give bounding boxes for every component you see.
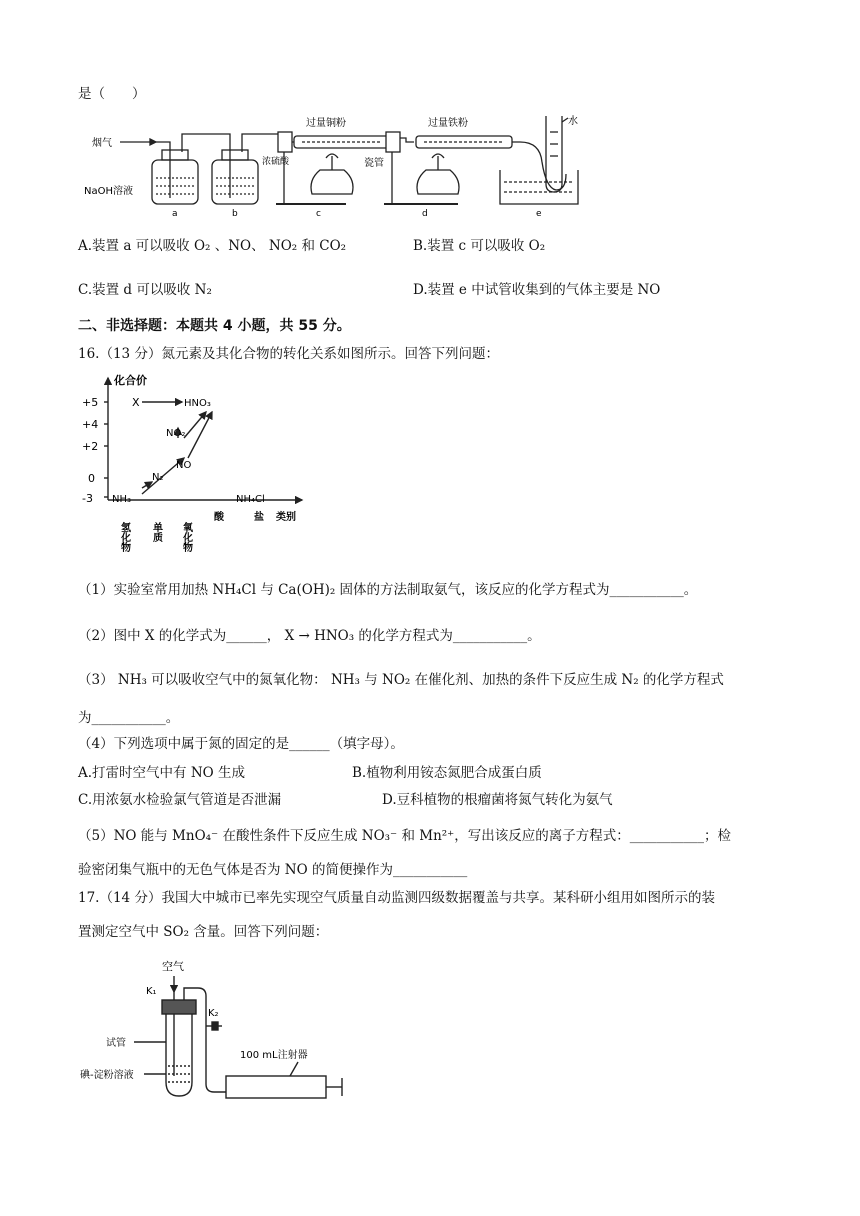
q16-stem: 16.（13 分）氮元素及其化合物的转化关系如图所示。回答下列问题：	[78, 346, 499, 362]
ytick-minus3: -3	[82, 492, 93, 505]
label-b: b	[232, 209, 238, 219]
q16-part1: （1）实验室常用加热 NH₄Cl 与 Ca(OH)₂ 固体的方法制取氨气，该反应的化学方程式为___________。	[78, 582, 698, 598]
species-no2: NO₂	[166, 428, 186, 439]
q16-part4-option-b: B.植物利用铵态氮肥合成蛋白质	[352, 765, 542, 781]
ytick-zero: 0	[88, 472, 95, 485]
xcat-element: 单质	[150, 522, 162, 542]
label-conc-acid: 浓硫酸	[262, 157, 290, 167]
label-excess-cu: 过量铜粉	[306, 118, 346, 129]
label-test-tube: 试管	[106, 1038, 126, 1049]
species-nh4cl: NH₄Cl	[236, 494, 265, 505]
q16-part4-option-d: D.豆科植物的根瘤菌将氮气转化为氨气	[382, 792, 613, 808]
label-porcelain-tube: 瓷管	[364, 158, 384, 169]
label-syringe: 100 mL注射器	[240, 1050, 308, 1061]
chart-y-title: 化合价	[114, 374, 147, 387]
q16-part4-option-c: C.用浓氨水检验氯气管道是否泄漏	[78, 792, 282, 808]
ytick-plus2: +2	[82, 440, 99, 453]
label-smoke: 烟气	[92, 138, 112, 149]
xcat-oxide: 氧化物	[180, 522, 192, 552]
q16-part3-b: 为___________。	[78, 710, 180, 726]
xcat-hydride: 氢化物	[118, 522, 130, 552]
species-nh3: NH₃	[112, 494, 132, 505]
q16-part5-a: （5）NO 能与 MnO₄⁻ 在酸性条件下反应生成 NO₃⁻ 和 Mn²⁺，写出该反应的离子方程式：___________；检	[78, 828, 732, 844]
q16-part3-a: （3） NH₃ 可以吸收空气中的氮氧化物： NH₃ 与 NO₂ 在催化剂、加热的条件下反应生成 N₂ 的化学方程式	[78, 672, 724, 688]
q16-part4-option-a: A.打雷时空气中有 NO 生成	[78, 765, 246, 781]
species-hno3: HNO₃	[184, 398, 211, 409]
q15-stem-tail: 是（ ）	[78, 86, 146, 102]
label-d: d	[422, 209, 428, 219]
label-a: a	[172, 209, 178, 219]
species-x: X	[132, 396, 140, 409]
q15-option-a: A.装置 a 可以吸收 O₂ 、NO、 NO₂ 和 CO₂	[78, 238, 347, 254]
q17-apparatus-figure	[80, 958, 350, 1100]
label-solution: 碘-淀粉溶液	[80, 1070, 134, 1081]
label-k1: K₁	[146, 986, 157, 997]
xcat-acid: 酸	[214, 512, 224, 523]
q15-option-b: B.装置 c 可以吸收 O₂	[413, 238, 546, 254]
q15-option-c: C.装置 d 可以吸收 N₂	[78, 282, 212, 298]
q16-part2: （2）图中 X 的化学式为______， X → HNO₃ 的化学方程式为___________。	[78, 628, 541, 644]
q15-option-d: D.装置 e 中试管收集到的气体主要是 NO	[413, 282, 661, 298]
species-no: NO	[176, 460, 192, 471]
xcat-salt: 盐	[254, 512, 264, 523]
ytick-plus5: +5	[82, 396, 99, 409]
section-title: 二、非选择题：本题共 4 小题，共 55 分。	[78, 318, 351, 334]
q16-valence-chart	[80, 372, 320, 562]
q16-part5-b: 验密闭集气瓶中的无色气体是否为 NO 的简便操作为___________	[78, 862, 468, 878]
label-k2: K₂	[208, 1008, 219, 1019]
q16-part4: （4）下列选项中属于氮的固定的是______（填字母）。	[78, 736, 404, 752]
q17-stem-a: 17.（14 分）我国大中城市已率先实现空气质量自动监测四级数据覆盖与共享。某科研小组用如图所示的装	[78, 890, 715, 906]
label-water: 水	[568, 116, 578, 127]
label-naoh: NaOH溶液	[84, 186, 133, 197]
label-excess-fe: 过量铁粉	[428, 118, 468, 129]
ytick-plus4: +4	[82, 418, 99, 431]
chart-x-title: 类别	[276, 512, 296, 523]
label-air: 空气	[162, 960, 184, 973]
q15-apparatus-figure	[80, 112, 580, 222]
label-e: e	[536, 209, 542, 219]
species-n2: N₂	[152, 472, 164, 483]
q17-stem-b: 置测定空气中 SO₂ 含量。回答下列问题：	[78, 924, 329, 940]
label-c: c	[316, 209, 321, 219]
